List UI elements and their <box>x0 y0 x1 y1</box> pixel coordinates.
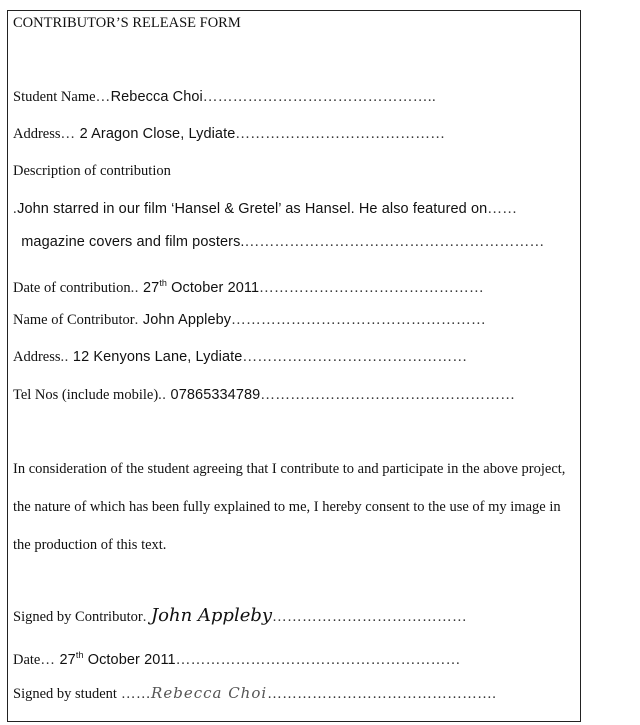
date2-day: 27 <box>59 652 76 668</box>
date2-suffix: th <box>75 650 84 660</box>
description-text-1: John starred in our film ‘Hansel & Gretel’ as Hansel. He also featured on <box>17 201 488 217</box>
contributor-signature: John Appleby <box>150 605 273 626</box>
student-name-row: Student Name…Rebecca Choi……………………………………….. <box>13 89 437 105</box>
tel-row: Tel Nos (include mobile).. 07865334789…………………………………………… <box>13 387 516 403</box>
consent-paragraph: In consideration of the student agreeing that I contribute to and participate in the above project, the nature of which has been fully explained to me, I hereby consent to the use of my image in the production of this text. <box>13 461 566 553</box>
form-title <box>13 14 241 32</box>
date2-rest: October 2011 <box>87 652 176 668</box>
student-name-value: Rebecca Choi <box>110 89 203 105</box>
signed-contributor-label: Signed by Contributor <box>13 609 143 625</box>
date-of-contribution-label: Date of contribution <box>13 280 131 296</box>
date-signed-value <box>60 652 176 668</box>
date-suffix: th <box>159 278 168 288</box>
date-of-contribution-value <box>143 280 259 296</box>
date-of-contribution-row: Date of contribution.. 27th October 2011……………………………………… <box>13 278 485 296</box>
date-rest: October 2011 <box>171 280 260 296</box>
description-line-1: .John starred in our film ‘Hansel & Gretel’ as Hansel. He also featured on…… <box>13 201 518 217</box>
contributor-name-value: John Appleby <box>142 312 232 328</box>
contributor-name-row: Name of Contributor. John Appleby…………………………………………… <box>13 312 487 328</box>
contributor-name-label: Name of Contributor <box>13 312 135 328</box>
date-day: 27 <box>142 280 160 296</box>
contributor-address-label: Address <box>13 349 61 365</box>
contributor-address-value: 12 Kenyons Lane, Lydiate <box>72 349 243 365</box>
student-signature: Rebecca Choi <box>151 684 268 702</box>
student-name-label: Student Name <box>13 89 96 105</box>
signed-contributor-row: Signed by Contributor. John Appleby………………………………… <box>13 605 468 626</box>
description-text-2: magazine covers and film posters. <box>21 234 245 250</box>
tel-value: 07865334789 <box>170 387 261 403</box>
student-address-row: Address… 2 Aragon Close, Lydiate…………………………………… <box>13 126 446 142</box>
date-signed-label: Date <box>13 652 41 668</box>
signed-student-label: Signed by student <box>13 686 117 702</box>
contributor-address-row: Address.. 12 Kenyons Lane, Lydiate……………………………………… <box>13 349 468 365</box>
tel-label: Tel Nos (include mobile) <box>13 387 159 403</box>
student-address-label: Address <box>13 126 61 142</box>
description-label: Description of contribution <box>13 163 171 179</box>
student-address-value: 2 Aragon Close, Lydiate <box>79 126 236 142</box>
signed-student-row: Signed by student ……Rebecca Choi………………………………………. <box>13 684 497 702</box>
form-title-text: CONTRIBUTOR’S RELEASE FORM <box>13 15 241 31</box>
date-signed-row: Date… 27th October 2011………………………………………………… <box>13 650 461 668</box>
description-line-2: magazine covers and film posters.…………………………………………………… <box>21 234 545 250</box>
description-label-row <box>13 162 171 180</box>
